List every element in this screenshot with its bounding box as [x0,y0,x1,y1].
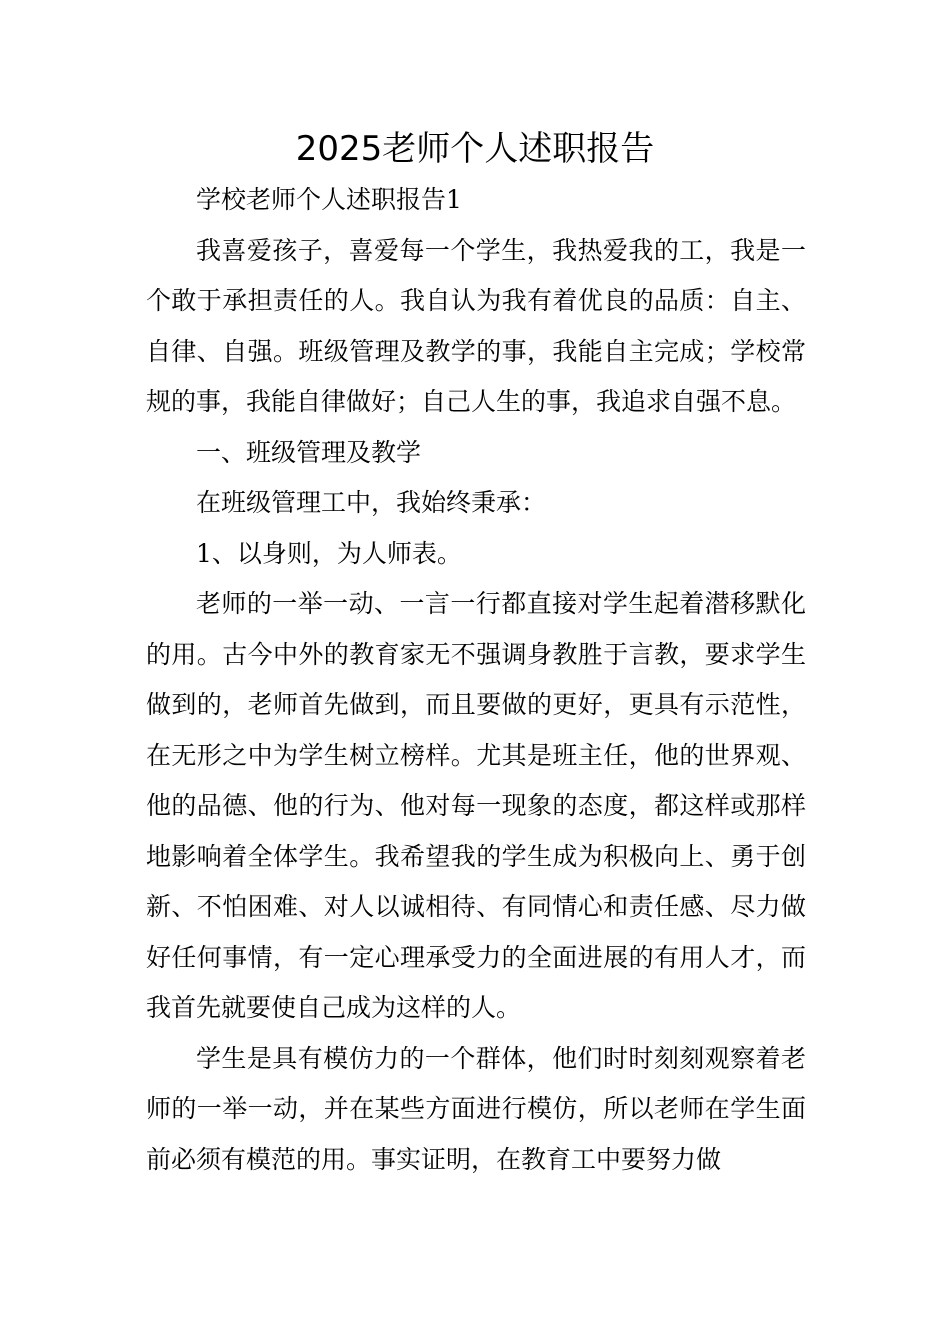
paragraph: 在班级管理工中，我始终秉承： [196,488,547,517]
document-title: 2025老师个人述职报告 [295,129,655,169]
list-item-heading: 1、以身则，为人师表。 [196,538,462,568]
section-heading: 一、班级管理及教学 [196,437,422,467]
section-heading: 学校老师个人述职报告1 [196,185,462,214]
document-body [146,175,806,1185]
paragraph: 学生是具有模仿力的一个群体，他们时时刻刻观察着老师的一举一动，并在某些方面进行模仿，所以老师在学生面前必须有模范的用。事实证明，在教育工中要努力做 [146,1043,806,1174]
paragraph: 老师的一举一动、一言一行都直接对学生起着潜移默化的用。古今中外的教育家无不强调身教胜于言教，要求学生做到的，老师首先做到，而且要做的更好，更具有示范性，在无形之中为学生树立榜样。尤其是班主任，他的世界观、他的品德、他的行为、他对每一现象的态度，都这样或那样地影响着全体学生。我希望我的学生成为积极向上、勇于创新、不怕困难、对人以诚相待、有同情心和责任感、尽力做好任何事情，有一定心理承受力的全面进展的有用人才，而我首先就要使自己成为这样的人。 [146,589,806,1022]
paragraph: 我喜爱孩子，喜爱每一个学生，我热爱我的工，我是一个敢于承担责任的人。我自认为我有着优良的品质：自主、自律、自强。班级管理及教学的事，我能自主完成；学校常规的事，我能自律做好；自己人生的事，我追求自强不息。 [146,235,806,416]
